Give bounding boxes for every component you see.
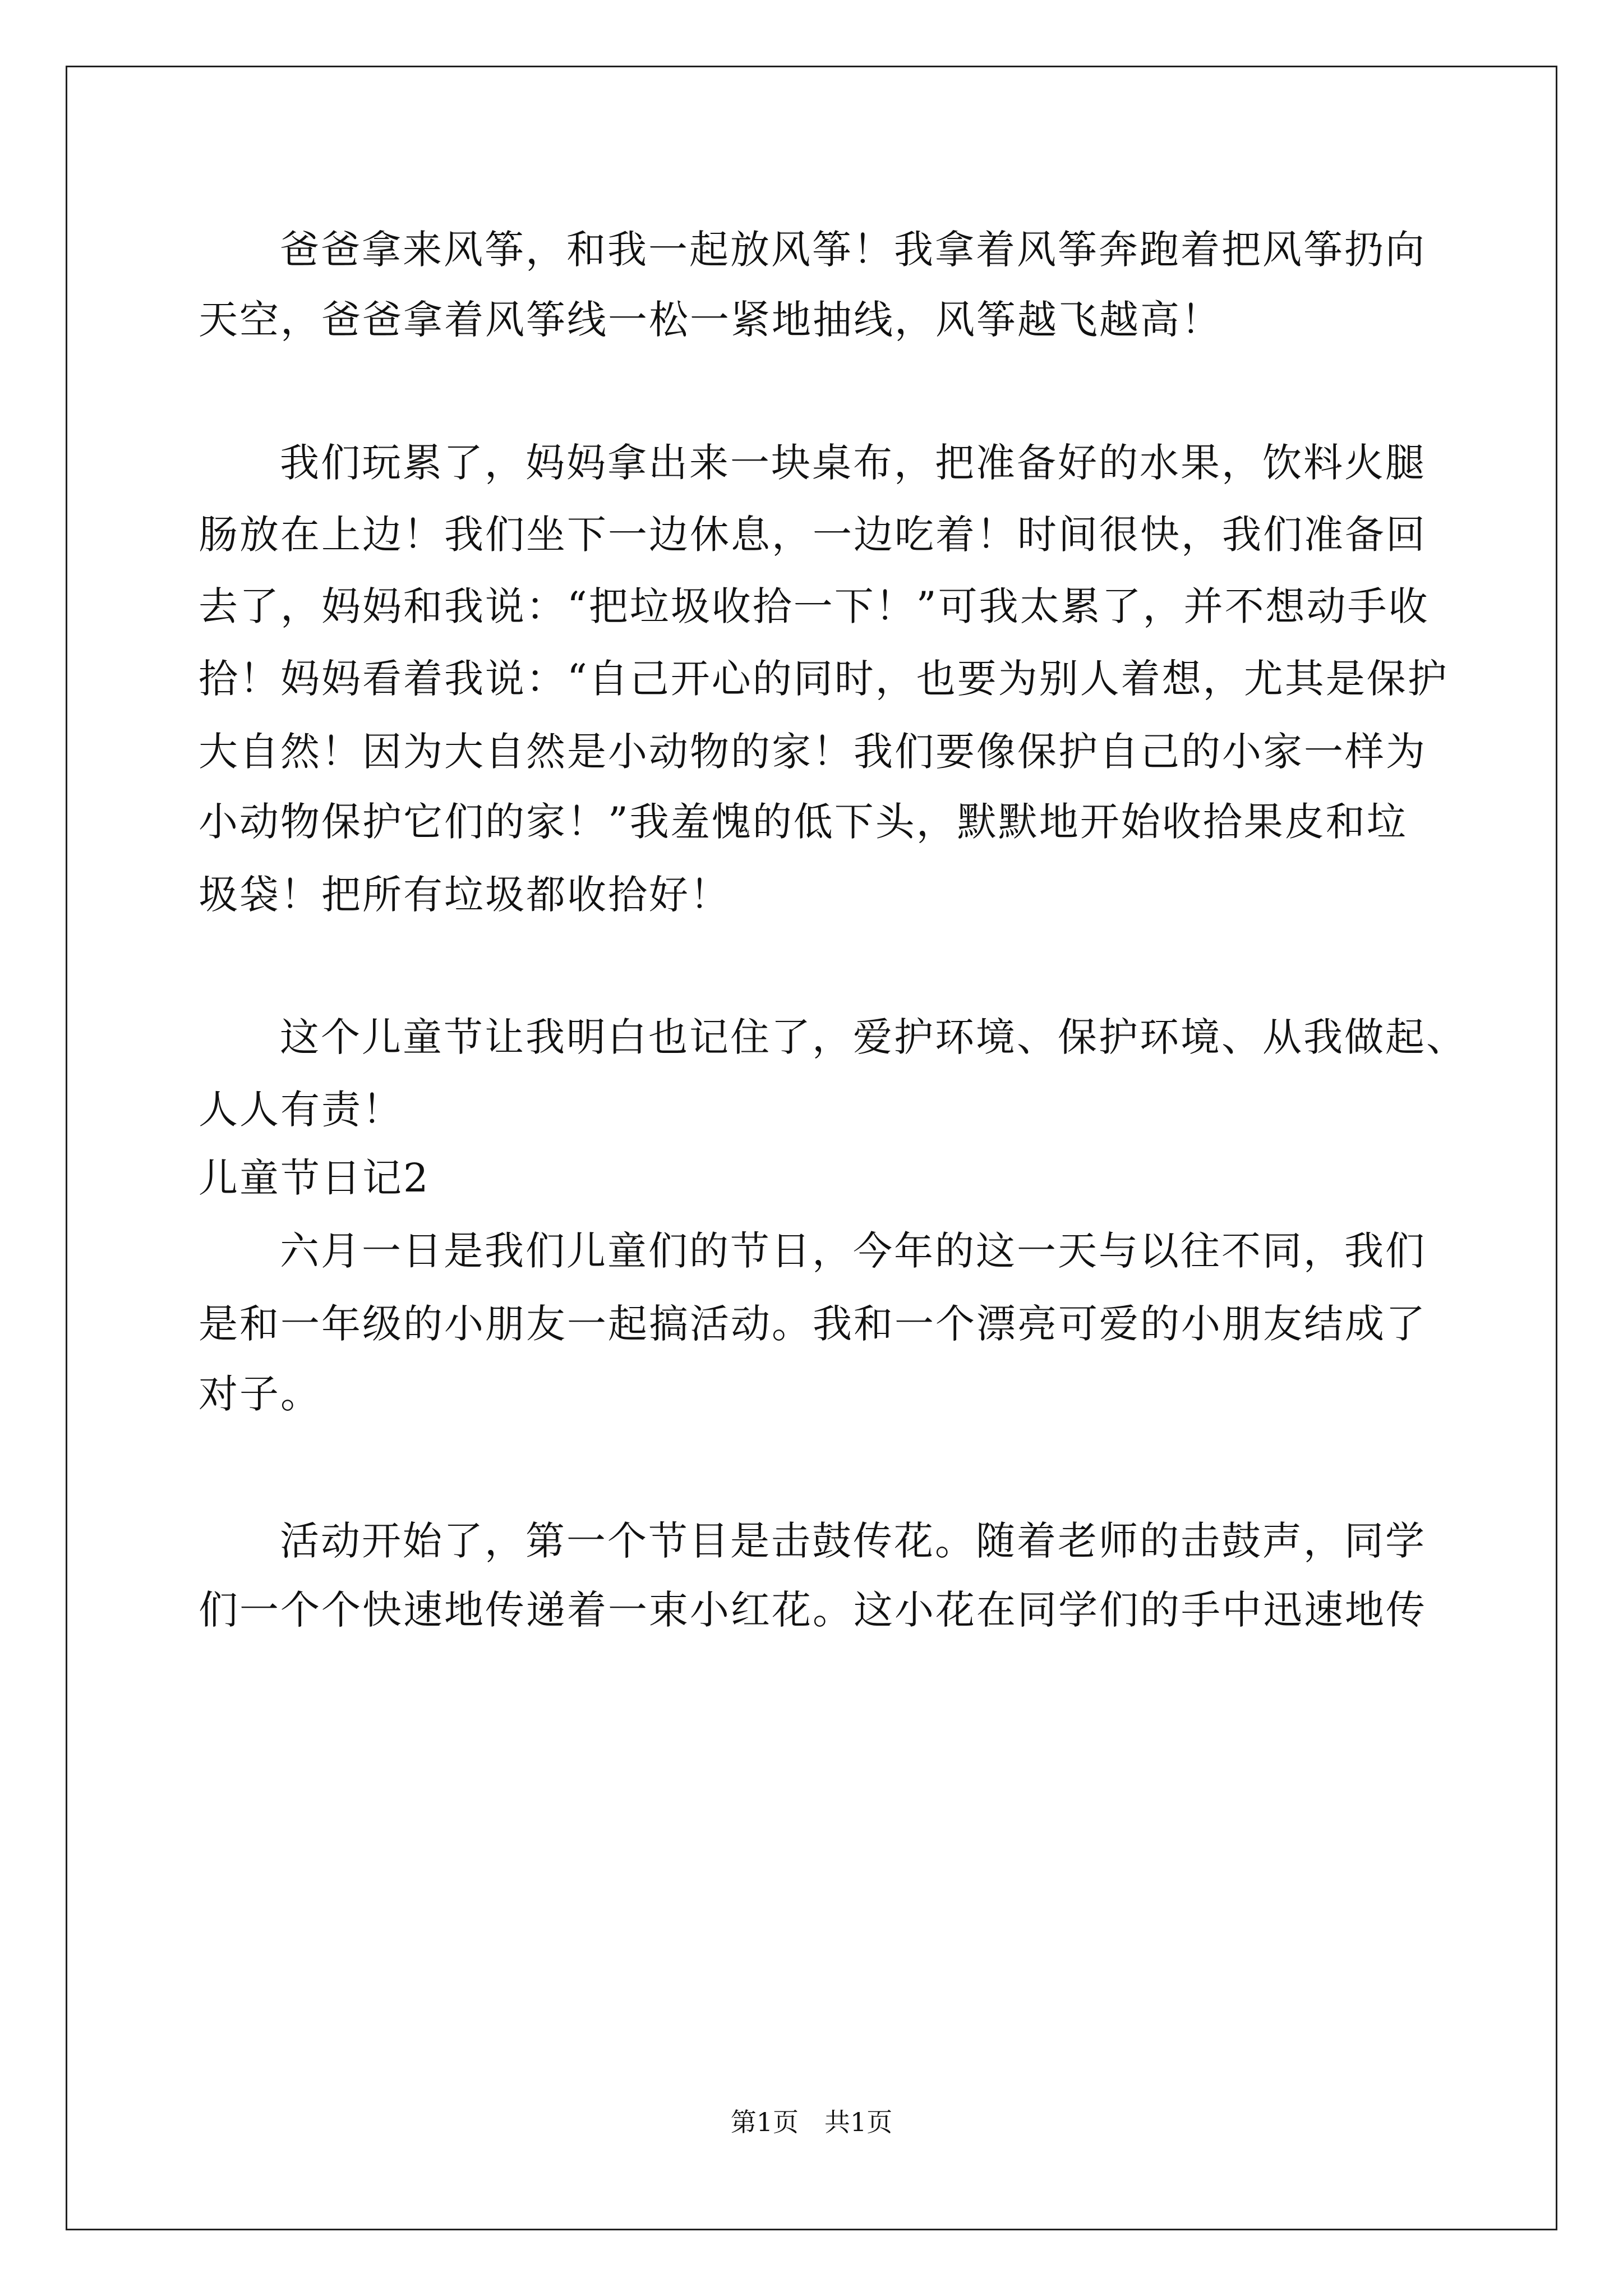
- paragraph-line: 活动开始了，第一个节目是击鼓传花。随着老师的击鼓声，同学: [280, 1518, 1426, 1564]
- paragraph-line: 肠放在上边！我们坐下一边休息，一边吃着！时间很快，我们准备回: [199, 512, 1427, 558]
- page-footer: 第1页 共1页: [730, 2107, 893, 2137]
- paragraph-line: 拾！妈妈看着我说：“自己开心的同时，也要为别人着想，尤其是保护: [199, 656, 1449, 702]
- paragraph-line: 人人有责！: [199, 1087, 403, 1133]
- section-title: 儿童节日记2: [199, 1155, 430, 1201]
- paragraph-line: 们一个个快速地传递着一束小红花。这小花在同学们的手中迅速地传: [199, 1587, 1427, 1633]
- paragraph-line: 天空，爸爸拿着风筝线一松一紧地抽线，风筝越飞越高！: [199, 297, 1222, 343]
- paragraph-line: 我们玩累了，妈妈拿出来一块桌布，把准备好的水果，饮料火腿: [280, 440, 1426, 486]
- page-border: [66, 66, 1557, 2230]
- paragraph-line: 大自然！因为大自然是小动物的家！我们要像保护自己的小家一样为: [199, 729, 1427, 775]
- paragraph-line: 去了，妈妈和我说：“把垃圾收拾一下！”可我太累了，并不想动手收: [199, 583, 1430, 629]
- paragraph-line: 六月一日是我们儿童们的节日，今年的这一天与以往不同，我们: [280, 1228, 1426, 1274]
- paragraph-line: 对子。: [199, 1371, 321, 1417]
- paragraph-line: 小动物保护它们的家！”我羞愧的低下头，默默地开始收拾果皮和垃: [199, 799, 1408, 845]
- paragraph-line: 爸爸拿来风筝，和我一起放风筝！我拿着风筝奔跑着把风筝扔向: [280, 227, 1426, 273]
- paragraph-line: 是和一年级的小朋友一起搞活动。我和一个漂亮可爱的小朋友结成了: [199, 1301, 1427, 1347]
- paragraph-line: 这个儿童节让我明白也记住了，爱护环境、保护环境、从我做起、: [280, 1014, 1467, 1060]
- paragraph-line: 圾袋！把所有垃圾都收拾好！: [199, 872, 731, 918]
